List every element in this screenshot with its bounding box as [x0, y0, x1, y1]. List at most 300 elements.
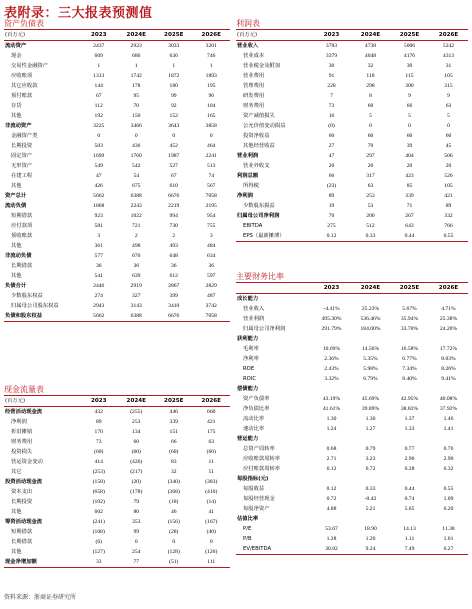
row-value: 954: [207, 213, 216, 219]
table-row: [236, 364, 468, 374]
table-row: [4, 151, 230, 161]
row-value: 6.20: [443, 506, 454, 512]
row-value: 16: [328, 113, 335, 119]
row-label: 应收账款周转率: [243, 456, 281, 462]
row-value: 83: [170, 459, 177, 465]
row-value: 6.72: [365, 466, 376, 472]
row-value: 3410: [168, 303, 180, 309]
row-value: 6.32: [443, 466, 454, 472]
row-value: (253): [92, 469, 105, 475]
row-value: 6676: [155, 311, 193, 322]
row-value: 2.90: [443, 456, 454, 462]
year-header: 2026E: [429, 30, 468, 41]
table-row: [236, 201, 468, 211]
row-value: 317: [366, 173, 375, 179]
row-value: 5006: [403, 43, 416, 49]
row-value: 39: [406, 143, 413, 149]
row-label: 其他: [11, 273, 22, 279]
row-value: 5.35%: [363, 356, 378, 362]
row-label: 非流动负债: [5, 253, 32, 259]
row-value: 60: [406, 133, 413, 139]
ratios-table: [236, 283, 468, 555]
row-value: 0: [408, 123, 411, 129]
row-value: (383): [205, 479, 218, 485]
row-label: 应付款项: [11, 223, 33, 229]
row-value: 0.74: [404, 496, 415, 502]
table-row: [236, 334, 468, 344]
row-value: 2219: [168, 203, 180, 209]
row-value: (23): [326, 183, 337, 189]
row-value: 1313: [93, 73, 105, 79]
income-statement-table: [236, 30, 468, 242]
row-value: 581: [94, 223, 103, 229]
row-value: 0.12: [312, 231, 351, 242]
row-value: 464: [207, 143, 216, 149]
row-value: 92: [170, 103, 177, 109]
row-value: 526: [444, 173, 453, 179]
table-row: [236, 414, 468, 424]
row-value: [429, 334, 468, 344]
row-value: [312, 474, 351, 484]
row-value: 8.40%: [402, 376, 417, 382]
row-value: 6388: [118, 311, 156, 322]
row-value: (108): [92, 529, 105, 535]
row-value: 41: [208, 509, 215, 515]
row-value: 2867: [168, 283, 180, 289]
row-label: 流动资产: [5, 43, 27, 49]
row-value: (217): [130, 469, 143, 475]
row-label: 长期投资: [11, 499, 33, 505]
row-value: 20: [367, 163, 374, 169]
row-label: 获利能力: [237, 336, 259, 342]
row-value: 6.79%: [363, 376, 378, 382]
table-row: [4, 111, 230, 121]
row-value: 53: [367, 203, 374, 209]
table-row: [236, 544, 468, 555]
row-label: 偿债能力: [237, 386, 259, 392]
table-row: [236, 51, 468, 61]
row-value: 8: [369, 93, 372, 99]
row-value: 432: [94, 409, 103, 415]
row-label: 筹资活动现金流: [5, 519, 43, 525]
row-value: 1872: [168, 73, 180, 79]
row-value: 151: [169, 429, 178, 435]
row-value: 4.88: [326, 506, 337, 512]
row-value: (167): [205, 519, 218, 525]
row-value: 105: [444, 73, 453, 79]
row-value: 1893: [205, 73, 217, 79]
row-value: 0.44: [404, 486, 415, 492]
row-value: 99: [170, 93, 177, 99]
row-value: 634: [207, 253, 216, 259]
row-value: 8.26%: [441, 366, 456, 372]
row-value: 27: [328, 143, 335, 149]
row-value: 660: [207, 409, 216, 415]
row-value: (340): [167, 479, 180, 485]
cash-flow-table: [4, 396, 230, 568]
year-header: 2025E: [390, 30, 429, 41]
unit-label: (百万元): [4, 396, 80, 407]
table-row: [236, 191, 468, 201]
table-row: [236, 161, 468, 171]
row-value: 89: [445, 203, 452, 209]
row-value: 643: [405, 223, 414, 229]
row-value: 20: [406, 163, 413, 169]
row-value: 6.28: [404, 466, 415, 472]
row-value: 436: [132, 143, 141, 149]
row-label: 投资活动现金流: [5, 479, 43, 485]
row-value: 39.89%: [361, 406, 380, 412]
row-value: 513: [207, 163, 216, 169]
row-value: 597: [207, 273, 216, 279]
row-value: 0.79: [365, 446, 376, 452]
row-value: 0.44: [390, 231, 429, 242]
table-row: [236, 464, 468, 474]
row-value: 5: [369, 113, 372, 119]
row-value: 1.30: [365, 416, 376, 422]
year-header: 2023: [312, 283, 351, 294]
row-value: 7.49: [390, 544, 429, 555]
table-row: [4, 121, 230, 131]
row-label: 投资净收益: [243, 133, 270, 139]
row-value: 423: [405, 173, 414, 179]
table-row: [236, 101, 468, 111]
row-value: 2.43%: [324, 366, 339, 372]
row-value: 498: [132, 243, 141, 249]
row-value: 9.41%: [441, 376, 456, 382]
row-value: 0.55: [429, 231, 468, 242]
row-label: 营业收入: [237, 43, 259, 49]
row-value: 1.37: [404, 416, 415, 422]
row-value: 134: [132, 429, 141, 435]
row-value: 112: [94, 103, 103, 109]
row-value: 536.46%: [360, 316, 381, 322]
row-value: 5: [447, 113, 450, 119]
row-value: 91: [328, 73, 335, 79]
row-value: 414: [94, 459, 103, 465]
row-value: 2437: [93, 43, 105, 49]
table-row: [236, 211, 468, 221]
row-value: 89: [95, 419, 102, 425]
ratios-title: 主要财务比率: [236, 271, 468, 283]
row-value: 3143: [130, 303, 142, 309]
row-value: 33: [80, 557, 118, 568]
row-value: [429, 434, 468, 444]
row-value: 994: [169, 213, 178, 219]
table-row: [236, 111, 468, 121]
row-value: 67: [95, 93, 102, 99]
row-value: 298: [366, 83, 375, 89]
row-label: 营业利润: [243, 316, 265, 322]
row-value: 4048: [364, 53, 377, 59]
row-value: 636: [169, 53, 178, 59]
table-row: [4, 407, 230, 418]
row-value: (126): [205, 549, 218, 555]
row-value: 6388: [130, 193, 142, 199]
row-value: (28): [169, 529, 179, 535]
year-header: 2023: [80, 30, 118, 41]
table-row: [4, 527, 230, 537]
row-value: 5.65: [404, 506, 415, 512]
row-value: 7058: [193, 311, 231, 322]
row-value: 5.98%: [363, 366, 378, 372]
row-value: (127): [92, 549, 105, 555]
table-row: [4, 457, 230, 467]
row-label: 总资产周转率: [243, 446, 275, 452]
row-value: 495.30%: [321, 316, 342, 322]
row-value: 35.94%: [400, 316, 419, 322]
table-row: [4, 437, 230, 447]
table-row: [236, 294, 468, 305]
row-value: 0: [209, 133, 213, 139]
table-row: [4, 507, 230, 517]
table-row: [236, 384, 468, 394]
row-label: EBITDA: [243, 223, 263, 229]
row-label: 所得税: [243, 183, 259, 189]
row-value: 30: [328, 63, 335, 69]
row-value: 70: [133, 103, 140, 109]
row-label: 投资损失: [11, 449, 33, 455]
row-value: 66: [170, 439, 177, 445]
row-value: 8.03%: [441, 356, 456, 362]
row-value: 0: [172, 539, 176, 545]
row-value: 327: [132, 293, 141, 299]
row-value: 43.19%: [322, 396, 341, 402]
row-value: 487: [207, 293, 216, 299]
row-value: 228: [327, 83, 336, 89]
row-label: 营业收入: [243, 306, 265, 312]
row-value: 421: [444, 193, 453, 199]
row-value: 0: [172, 133, 176, 139]
row-value: 20: [328, 163, 335, 169]
row-value: 4738: [364, 43, 377, 49]
row-value: (60): [94, 449, 104, 455]
row-value: 730: [169, 223, 178, 229]
year-header: 2024E: [351, 283, 390, 294]
table-row: [4, 311, 230, 322]
row-value: 47: [95, 173, 102, 179]
row-value: 99: [133, 529, 140, 535]
balance-sheet-panel: [4, 18, 230, 322]
row-value: [429, 384, 468, 394]
row-value: (60): [206, 449, 216, 455]
row-value: 42.95%: [400, 396, 419, 402]
row-value: 2195: [205, 203, 217, 209]
row-value: 1.27: [365, 426, 376, 432]
row-value: 609: [94, 53, 103, 59]
row-value: 493: [169, 243, 178, 249]
income-statement-panel: [236, 18, 468, 242]
row-value: 297: [366, 153, 375, 159]
table-row: [4, 61, 230, 71]
row-value: 1742: [130, 73, 142, 79]
table-row: [4, 181, 230, 191]
row-value: 610: [169, 183, 178, 189]
row-value: 70: [328, 213, 335, 219]
table-row: [4, 487, 230, 497]
row-value: 38.83%: [400, 406, 419, 412]
row-label: 折旧摊销: [11, 429, 33, 435]
row-value: 612: [169, 273, 178, 279]
row-value: 66: [328, 173, 335, 179]
year-header: 2024E: [118, 30, 156, 41]
row-value: -4.41%: [323, 306, 340, 312]
row-value: 0.68: [326, 446, 337, 452]
row-label: 归属母公司净利润: [237, 213, 280, 219]
table-row: [236, 404, 468, 414]
row-value: [351, 474, 390, 484]
row-label: 短期借款: [11, 213, 33, 219]
row-value: (410): [205, 489, 218, 495]
row-value: [390, 384, 429, 394]
row-value: 746: [207, 53, 216, 59]
row-value: 118: [366, 73, 375, 79]
row-value: [390, 434, 429, 444]
row-value: 253: [132, 419, 141, 425]
cash-flow-title: 现金流量表: [4, 384, 230, 396]
year-header: 2024E: [351, 30, 390, 41]
table-row: [236, 91, 468, 101]
row-label: 营业税金及附加: [243, 63, 281, 69]
row-value: 175: [207, 429, 216, 435]
row-value: 51: [208, 469, 215, 475]
row-label: 少数股东权益: [11, 293, 43, 299]
row-value: 30: [406, 63, 413, 69]
row-value: [429, 474, 468, 484]
row-value: 0.33: [365, 486, 376, 492]
row-label: 估值比率: [237, 516, 259, 522]
row-label: 资本支出: [11, 489, 33, 495]
row-label: 每股收益: [243, 486, 265, 492]
row-label: 资产减值损失: [243, 113, 275, 119]
row-value: 549: [94, 163, 103, 169]
row-value: [312, 434, 351, 444]
table-row: [236, 121, 468, 131]
row-value: 1.41: [443, 426, 454, 432]
row-value: 648: [169, 253, 178, 259]
table-row: [236, 41, 468, 52]
row-value: 0: [134, 539, 138, 545]
row-value: 2: [134, 233, 138, 239]
row-label: 成长能力: [237, 296, 259, 302]
row-label: EV/EBITDA: [236, 544, 312, 555]
row-label: 长期借款: [11, 263, 33, 269]
table-row: [236, 524, 468, 534]
row-value: 9: [447, 93, 450, 99]
row-value: 31: [445, 63, 452, 69]
year-header: 2024E: [118, 396, 156, 407]
row-value: 47: [328, 153, 335, 159]
row-label: 预付账款: [11, 93, 33, 99]
table-row: [236, 181, 468, 191]
row-value: 675: [132, 183, 141, 189]
row-value: 70: [367, 143, 374, 149]
row-value: 721: [132, 223, 141, 229]
row-value: (40): [206, 529, 216, 535]
row-value: 24.20%: [439, 326, 458, 332]
row-value: 184.00%: [360, 326, 381, 332]
row-value: 19: [328, 203, 335, 209]
row-value: 73: [95, 439, 102, 445]
row-label: 其他: [11, 243, 22, 249]
row-value: 60: [367, 133, 374, 139]
row-value: 30.82: [312, 544, 351, 555]
table-row: [4, 101, 230, 111]
row-label: ROE: [243, 366, 255, 372]
row-label: 资产负债率: [243, 396, 270, 402]
row-label: 固定资产: [11, 153, 33, 159]
income-statement-title: 利润表: [236, 18, 468, 30]
table-row: [4, 51, 230, 61]
row-value: 3225: [93, 123, 105, 129]
row-value: 267: [405, 213, 414, 219]
table-row: [4, 251, 230, 261]
table-row: [236, 141, 468, 151]
row-value: 567: [207, 183, 216, 189]
row-value: 79: [133, 499, 140, 505]
table-row: [236, 374, 468, 384]
row-value: (128): [167, 549, 180, 555]
row-value: 18.90: [364, 526, 377, 532]
table-row: [236, 534, 468, 544]
table-row: [4, 41, 230, 52]
row-value: 3643: [168, 123, 180, 129]
row-value: 3033: [168, 43, 180, 49]
row-value: 452: [169, 143, 178, 149]
row-value: 1760: [130, 153, 142, 159]
row-label: 长期借款: [11, 539, 33, 545]
row-value: 3.23: [365, 456, 376, 462]
row-value: 5662: [93, 193, 105, 199]
row-label: 非流动资产: [5, 123, 32, 129]
table-row: [4, 81, 230, 91]
row-value: 3.32%: [324, 376, 339, 382]
row-label: 毛利率: [243, 346, 259, 352]
row-value: 6676: [168, 193, 180, 199]
row-value: 16.58%: [400, 346, 419, 352]
row-label: 其它应收款: [11, 83, 38, 89]
row-value: 4.71%: [441, 306, 456, 312]
table-row: [236, 81, 468, 91]
table-row: [236, 444, 468, 454]
row-value: 11: [208, 459, 214, 465]
row-value: 46: [170, 509, 177, 515]
row-value: 2923: [130, 43, 142, 49]
row-value: 0.72: [326, 496, 337, 502]
table-row: [236, 314, 468, 324]
unit-label: (百万元): [236, 30, 312, 41]
row-label: P/B: [243, 536, 252, 542]
row-value: 3: [97, 233, 101, 239]
row-value: 45.69%: [361, 396, 380, 402]
row-value: 1.11: [404, 536, 415, 542]
row-value: 89: [328, 193, 335, 199]
table-row: [4, 141, 230, 151]
row-label: 其他经营收益: [243, 143, 275, 149]
row-value: 0.33: [351, 231, 390, 242]
row-value: (20): [131, 479, 141, 485]
row-value: [390, 514, 429, 524]
row-value: 291.79%: [321, 326, 342, 332]
row-value: 60: [367, 103, 374, 109]
row-value: 254: [132, 549, 141, 555]
table-row: [236, 394, 468, 404]
table-row: [4, 517, 230, 527]
header-row: [4, 30, 230, 41]
row-value: 85: [406, 183, 413, 189]
row-label: 应付账款周转率: [243, 466, 281, 472]
row-value: 192: [94, 113, 103, 119]
